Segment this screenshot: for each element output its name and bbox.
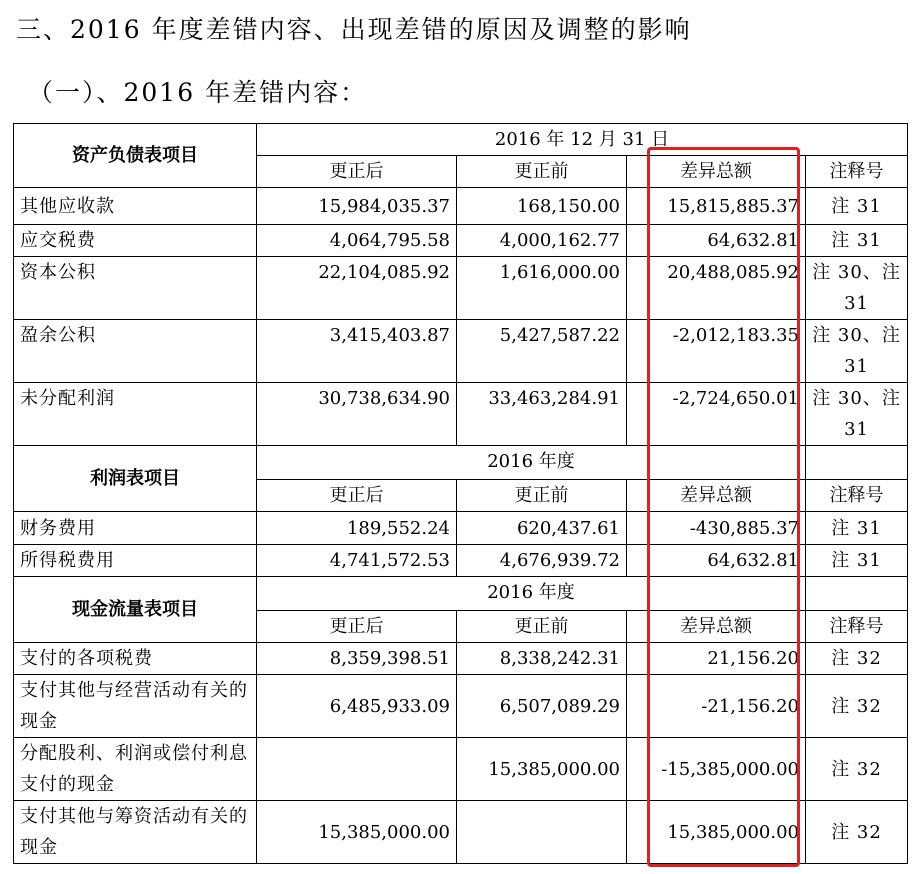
row-before: 5,427,587.22 bbox=[457, 320, 627, 383]
table-row bbox=[14, 188, 908, 225]
col-header-after: 更正后 bbox=[257, 480, 457, 512]
correction-table bbox=[13, 123, 908, 864]
section-header-row bbox=[14, 577, 908, 611]
row-item: 支付其他与经营活动有关的现金 bbox=[14, 675, 257, 738]
section-title: 现金流量表项目 bbox=[14, 577, 257, 643]
row-after: 3,415,403.87 bbox=[257, 320, 457, 383]
row-item: 所得税费用 bbox=[14, 545, 257, 577]
row-after: 4,741,572.53 bbox=[257, 545, 457, 577]
row-item: 分配股利、利润或偿付利息支付的现金 bbox=[14, 738, 257, 801]
col-header-before: 更正前 bbox=[457, 156, 627, 188]
table-row bbox=[14, 225, 908, 257]
row-after: 15,385,000.00 bbox=[257, 801, 457, 864]
period-label: 2016 年 12 月 31 日 bbox=[257, 124, 908, 156]
col-header-diff: 差异总额 bbox=[627, 611, 806, 643]
row-note: 注 30、注 31 bbox=[806, 257, 908, 320]
row-note: 注 32 bbox=[806, 738, 908, 801]
period-label: 2016 年度 bbox=[257, 446, 806, 480]
row-after bbox=[257, 738, 457, 801]
row-diff: 21,156.20 bbox=[627, 643, 806, 675]
row-diff: 15,815,885.37 bbox=[627, 188, 806, 225]
section-header-row bbox=[14, 124, 908, 156]
row-before: 33,463,284.91 bbox=[457, 383, 627, 446]
row-item: 支付其他与筹资活动有关的现金 bbox=[14, 801, 257, 864]
row-diff: -2,012,183.35 bbox=[627, 320, 806, 383]
row-diff: -2,724,650.01 bbox=[627, 383, 806, 446]
row-diff: 64,632.81 bbox=[627, 225, 806, 257]
table-row bbox=[14, 643, 908, 675]
row-diff: 20,488,085.92 bbox=[627, 257, 806, 320]
row-diff: -430,885.37 bbox=[627, 512, 806, 545]
table-row bbox=[14, 801, 908, 864]
row-after: 4,064,795.58 bbox=[257, 225, 457, 257]
row-diff: -15,385,000.00 bbox=[627, 738, 806, 801]
row-item: 其他应收款 bbox=[14, 188, 257, 225]
row-note: 注 31 bbox=[806, 545, 908, 577]
row-before: 4,000,162.77 bbox=[457, 225, 627, 257]
col-header-before: 更正前 bbox=[457, 480, 627, 512]
row-note: 注 31 bbox=[806, 188, 908, 225]
row-item: 支付的各项税费 bbox=[14, 643, 257, 675]
table-row bbox=[14, 383, 908, 446]
col-header-before: 更正前 bbox=[457, 611, 627, 643]
row-item: 盈余公积 bbox=[14, 320, 257, 383]
row-diff: 64,632.81 bbox=[627, 545, 806, 577]
table-row bbox=[14, 257, 908, 320]
col-header-after: 更正后 bbox=[257, 156, 457, 188]
table-row bbox=[14, 738, 908, 801]
row-item: 应交税费 bbox=[14, 225, 257, 257]
row-after: 22,104,085.92 bbox=[257, 257, 457, 320]
col-header-note: 注释号 bbox=[806, 611, 908, 643]
row-note: 注 30、注 31 bbox=[806, 383, 908, 446]
row-before: 15,385,000.00 bbox=[457, 738, 627, 801]
row-note: 注 31 bbox=[806, 512, 908, 545]
col-header-note: 注释号 bbox=[806, 480, 908, 512]
row-before: 6,507,089.29 bbox=[457, 675, 627, 738]
row-item: 资本公积 bbox=[14, 257, 257, 320]
col-header-diff: 差异总额 bbox=[627, 480, 806, 512]
blank-cell bbox=[806, 577, 908, 611]
row-item: 财务费用 bbox=[14, 512, 257, 545]
row-after: 189,552.24 bbox=[257, 512, 457, 545]
row-note: 注 31 bbox=[806, 225, 908, 257]
row-after: 30,738,634.90 bbox=[257, 383, 457, 446]
col-header-note: 注释号 bbox=[806, 156, 908, 188]
row-after: 6,485,933.09 bbox=[257, 675, 457, 738]
blank-cell bbox=[806, 446, 908, 480]
row-note: 注 30、注 31 bbox=[806, 320, 908, 383]
row-note: 注 32 bbox=[806, 675, 908, 738]
col-header-after: 更正后 bbox=[257, 611, 457, 643]
row-item: 未分配利润 bbox=[14, 383, 257, 446]
period-label: 2016 年度 bbox=[257, 577, 806, 611]
row-before: 8,338,242.31 bbox=[457, 643, 627, 675]
col-header-diff: 差异总额 bbox=[627, 156, 806, 188]
row-after: 8,359,398.51 bbox=[257, 643, 457, 675]
row-diff: -21,156.20 bbox=[627, 675, 806, 738]
row-before: 168,150.00 bbox=[457, 188, 627, 225]
row-diff: 15,385,000.00 bbox=[627, 801, 806, 864]
row-before: 620,437.61 bbox=[457, 512, 627, 545]
section-title: 利润表项目 bbox=[14, 446, 257, 512]
row-note: 注 32 bbox=[806, 801, 908, 864]
section-header-row bbox=[14, 446, 908, 480]
table-row bbox=[14, 512, 908, 545]
table-row bbox=[14, 675, 908, 738]
row-before: 4,676,939.72 bbox=[457, 545, 627, 577]
table-row bbox=[14, 320, 908, 383]
row-note: 注 32 bbox=[806, 643, 908, 675]
row-before: 1,616,000.00 bbox=[457, 257, 627, 320]
subsection-heading: （一）、2016 年差错内容： bbox=[28, 78, 368, 107]
section-heading: 三、2016 年度差错内容、出现差错的原因及调整的影响 bbox=[16, 15, 692, 44]
row-before bbox=[457, 801, 627, 864]
row-after: 15,984,035.37 bbox=[257, 188, 457, 225]
section-title: 资产负债表项目 bbox=[14, 124, 257, 188]
table-row bbox=[14, 545, 908, 577]
